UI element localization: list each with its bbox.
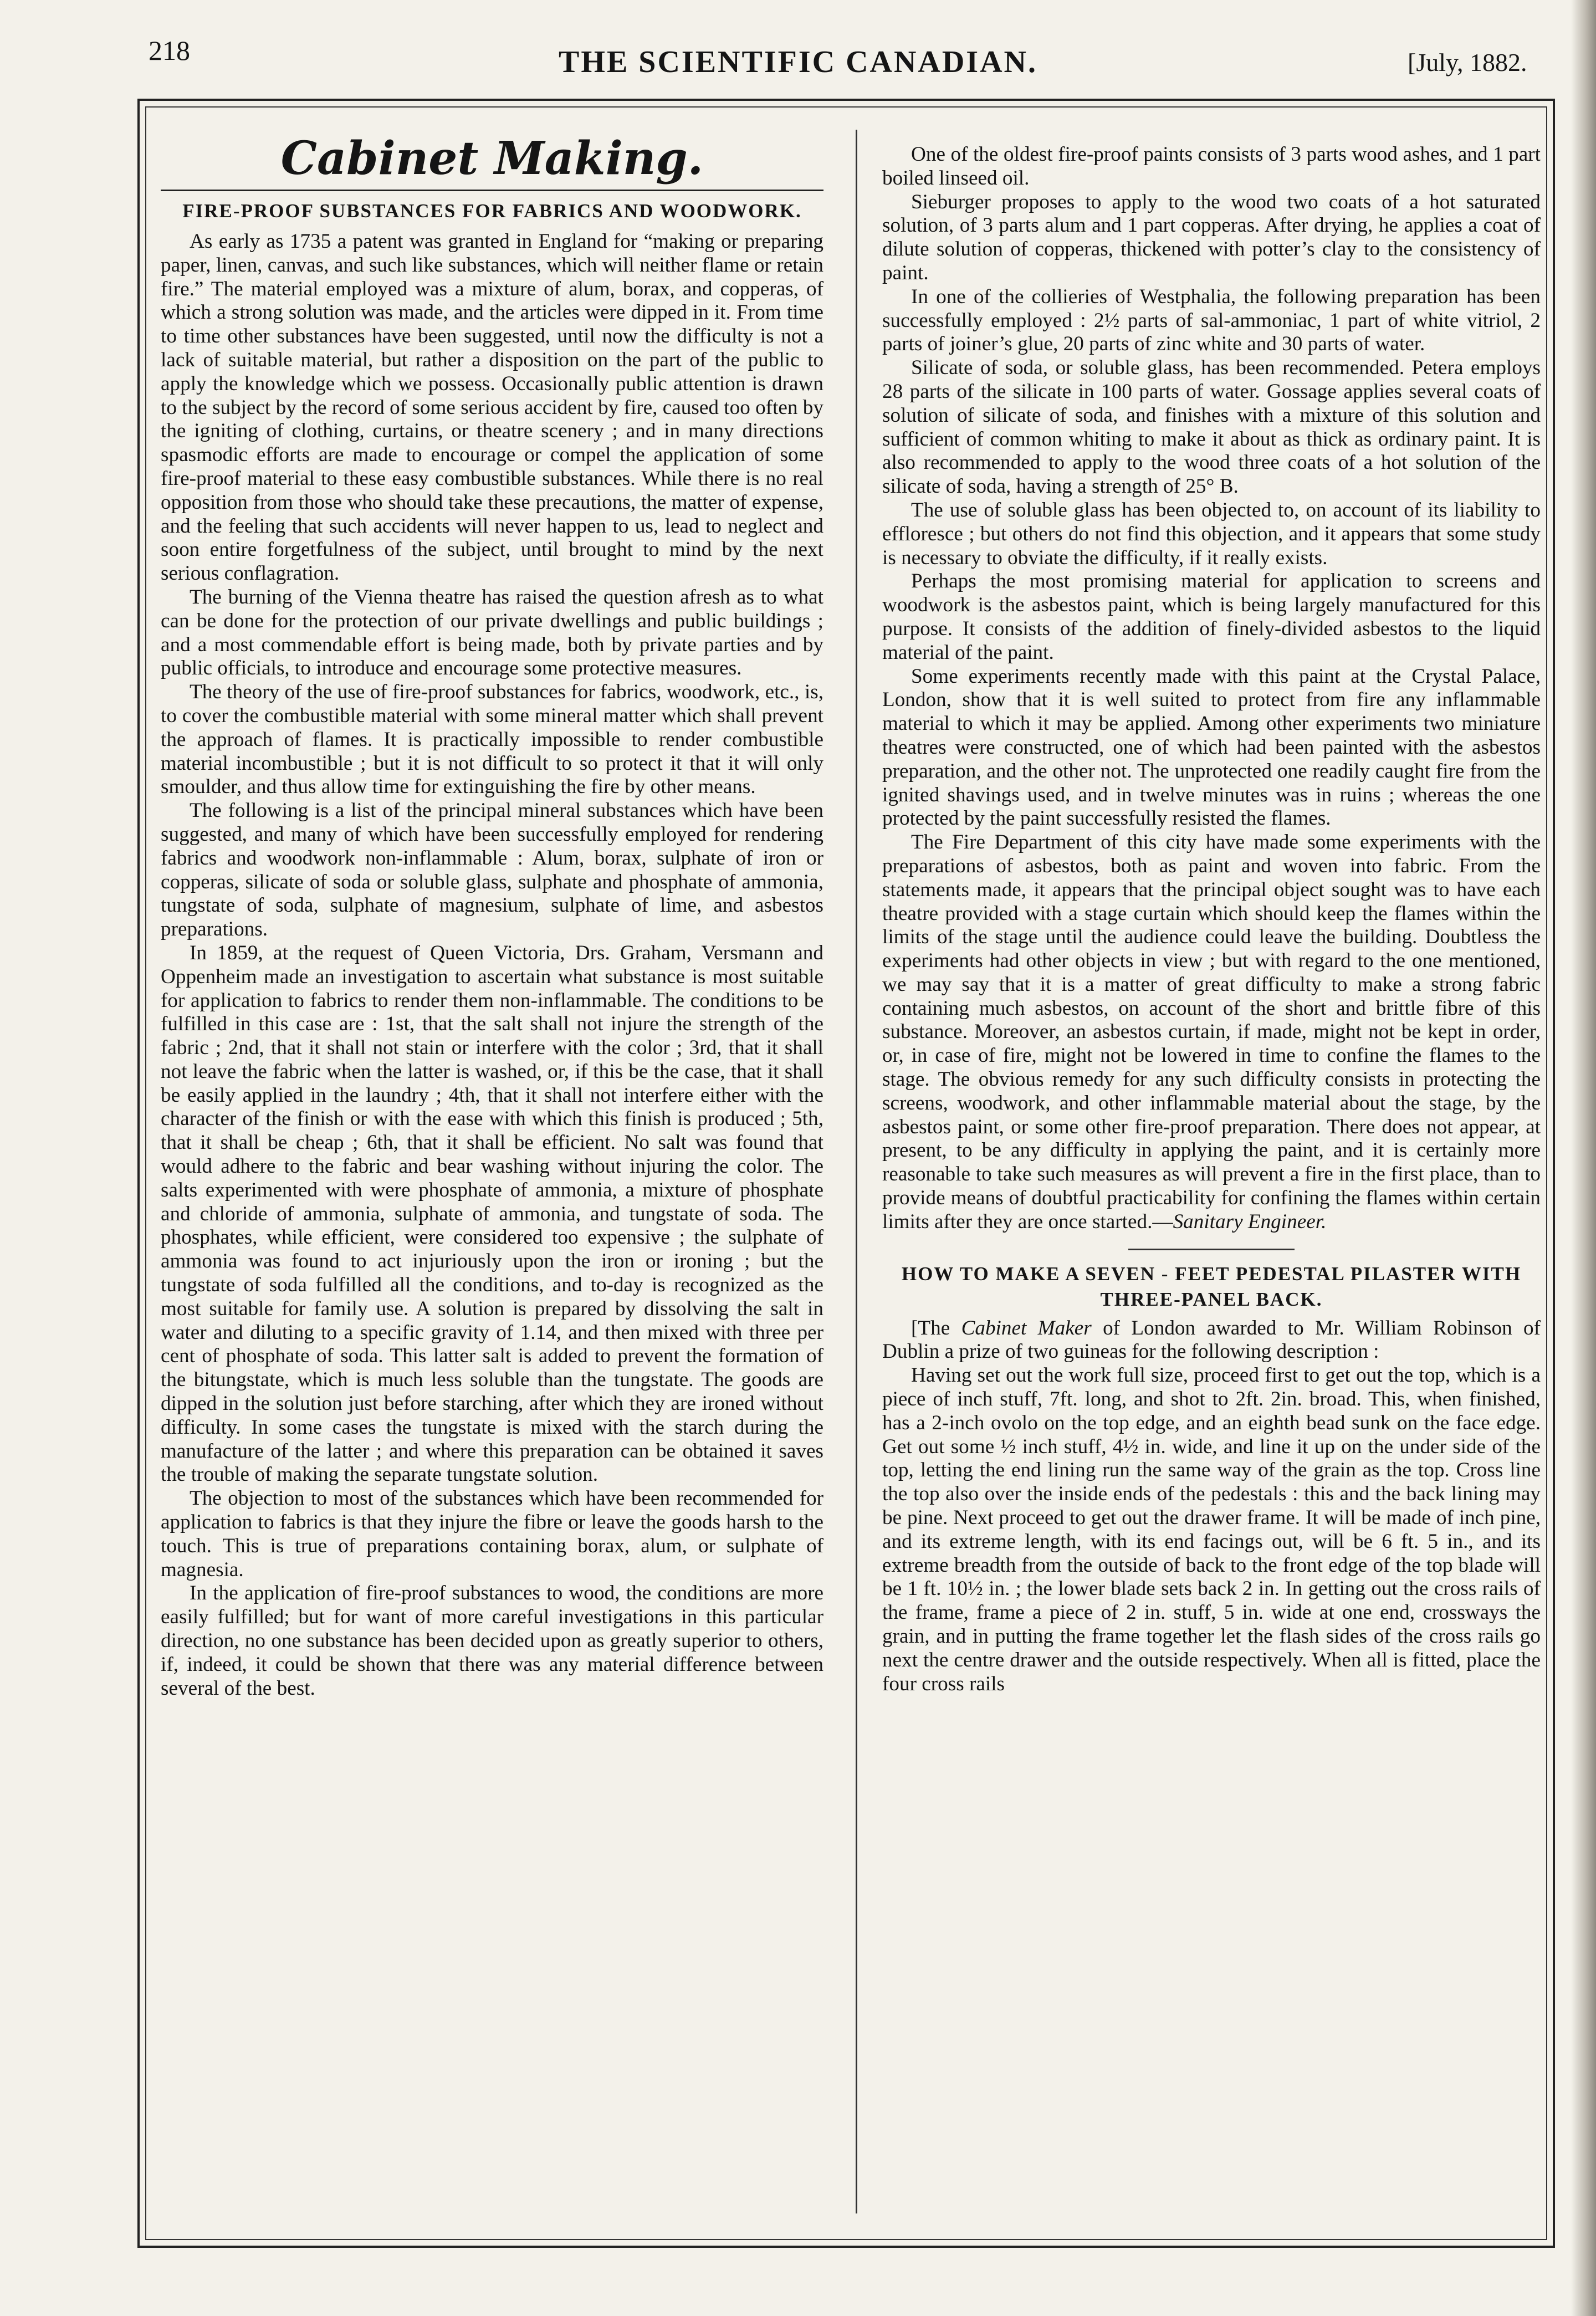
- paragraph: One of the oldest fire-proof paints consists of 3 parts wood ashes, and 1 part boiled linseed oil.: [882, 143, 1541, 190]
- intro-paragraph: [882, 1317, 1541, 1364]
- article-divider: [1128, 1249, 1295, 1250]
- column-rule: [856, 130, 857, 2213]
- paragraph: Some experiments recently made with this paint at the Crystal Palace, London, show that it is well suited to protect from fire any inflammable material to which it may be applied. Among other experiments two miniature theatres were constructed, one of which had been painted with the asbestos preparation, and the other not. The unprotected one readily caught fire from the ignited shavings used, and in twelve minutes was in ruins ; whereas the one protected by the paint successfully resisted the flames.: [882, 664, 1541, 830]
- article-heading-fireproof: FIRE-PROOF SUBSTANCES FOR FABRICS AND WOODWORK.: [182, 200, 802, 222]
- title-rule: [161, 190, 823, 191]
- paragraph: The burning of the Vienna theatre has raised the question afresh as to what can be done for the protection of our private dwellings and public buildings ; and a most commendable effort is being made, both by private parties and by public officials, to introduce and encourage some protective measures.: [161, 585, 823, 680]
- paragraph: Perhaps the most promising material for application to screens and woodwork is the asbestos paint, which is being largely manufactured for this purpose. It consists of the addition of finely-divided asbestos to the liquid material of the paint.: [882, 570, 1541, 664]
- section-title: Cabinet Making.: [280, 132, 704, 185]
- paragraph: The following is a list of the principal mineral substances which have been suggested, and many of which have been successfully employed for rendering fabrics and woodwork non-inflammable : Alum, borax, sulphate of iron or copperas, silicate of soda or soluble glass, sulphate and phosphate of ammonia, tungstate of soda, sulphate of magnesium, sulphate of lime, and asbestos preparations.: [161, 799, 823, 941]
- article-heading-pilaster: HOW TO MAKE A SEVEN - FEET PEDESTAL PILASTER WITH THREE-PANEL BACK.: [901, 1262, 1522, 1310]
- paragraph: [882, 831, 1541, 1234]
- paragraph-text: The Fire Department of this city have made some experiments with the preparations of asbestos, both as paint and woven into fabric. From the statements made, it appears that the principal object sought was to have each theatre provided with a stage curtain which should keep the flames within the limits of the stage until the audience could leave the building. Doubtless the experiments had other objects in view ; but with regard to the one mentioned, we may say that it is a matter of great difficulty to make a strong fabric containing much asbestos, on account of the short and brittle fibre of this substance. Moreover, an asbestos curtain, if made, might not be kept in order, or, in case of fire, might not be lowered in time to confine the flames to the stage. The obvious remedy for any such difficulty consists in protecting the screens, woodwork, and other inflammable material about the stage, by the asbestos paint, or some other fire-proof preparation. There does not appear, at present, to be any difficulty in applying the paint, and it is certainly more reasonable to take such measures as will prevent a fire in the first place, than to provide means of doubtful practicability for confining the flames within certain limits after they are once started.—: [882, 831, 1541, 1233]
- paragraph: As early as 1735 a patent was granted in England for “making or preparing paper, linen, canvas, and such like substances, which will neither flame or retain fire.” The material employed was a mixture of alum, borax, and copperas, of which a strong solution was made, and the articles were dipped in it. From time to time other substances have been suggested, until now the difficulty is not a lack of suitable material, but rather a disposition on the part of the public to apply the knowledge which we possess. Occasionally public attention is drawn to the subject by the record of some serious accident by fire, caused too often by the igniting of clothing, curtains, or theatre scenery ; and in many directions spasmodic efforts are made to encourage or compel the application of some fire-proof material to these easy combustible substances. While there is no real opposition from those who should take these precautions, the matter of expense, and the feeling that such accidents will never happen to us, lead to neglect and soon entire forgetfulness of the subject, until brought to mind by the next serious conflagration.: [161, 230, 823, 585]
- paragraph: In 1859, at the request of Queen Victoria, Drs. Graham, Versmann and Oppenheim made an investigation to ascertain what substance is most suitable for application to fabrics to render them non-inflammable. The conditions to be fulfilled in this case are : 1st, that the salt shall not injure the strength of the fabric ; 2nd, that it shall not stain or interfere with the color ; 3rd, that it shall not leave the fabric when the latter is washed, or, if this be the case, that it shall be easily applied in the laundry ; 4th, that it shall not interfere either with the character of the finish or with the ease with which this finish is produced ; 5th, that it shall be cheap ; 6th, that it shall be efficient. No salt was found that would adhere to the fabric and bear washing without injuring the color. The salts experimented with were phosphate of ammonia, a mixture of phosphate and chloride of ammonia, sulphate of ammonia, and tungstate of soda. The phosphates, while efficient, were considered too expensive ; the sulphate of ammonia was found to act injuriously upon the iron or ironing ; but the tungstate of soda fulfilled all the conditions, and to-day is recognized as the most suitable for family use. A solution is prepared by dissolving the salt in water and diluting to a specific gravity of 1.14, and then mixed with three per cent of phosphate of soda. This latter salt is added to prevent the formation of the bitungstate, which is much less soluble than the tungstate. The goods are dipped in the solution just before starching, after which they are ironed without difficulty. In some cases the tungstate is mixed with the starch during the manufacture of the latter ; and where this preparation can be obtained it saves the trouble of making the separate tungstate solution.: [161, 941, 823, 1486]
- intro-italic: Cabinet Maker: [961, 1316, 1092, 1340]
- paragraph: The objection to most of the substances which have been recommended for application to fabrics is that they injure the fibre or leave the goods harsh to the touch. This is true of preparations containing borax, alum, or sulphate of magnesia.: [161, 1487, 823, 1581]
- paragraph: Sieburger proposes to apply to the wood two coats of a hot saturated solution, of 3 parts alum and 1 part copperas. After drying, he applies a coat of dilute solution of copperas, thickened with potter’s clay to the consistency of paint.: [882, 190, 1541, 284]
- left-column: [161, 131, 823, 1700]
- intro-rest: of London awarded to Mr. William Robinson of Dublin a prize of two guineas for the following description :: [882, 1316, 1541, 1363]
- page-number: 218: [149, 35, 190, 66]
- paragraph: The use of soluble glass has been objected to, on account of its liability to effloresce ; but others do not find this objection, and it appears that some study is necessary to obviate the difficulty, if it really exists.: [882, 498, 1541, 569]
- paragraph: Silicate of soda, or soluble glass, has been recommended. Petera employs 28 parts of the silicate in 100 parts of water. Gossage applies several coats of solution of silicate of soda, and finishes with a mixture of this solution and sufficient of common whiting to make it about as thick as ordinary paint. It is also recommended to apply to the wood three coats of a hot solution of the silicate of soda, having a strength of 25° B.: [882, 356, 1541, 498]
- source-signature: Sanitary Engineer.: [1173, 1210, 1327, 1233]
- right-column: [882, 143, 1541, 1696]
- journal-title: THE SCIENTIFIC CANADIAN.: [559, 45, 1037, 79]
- paragraph: The theory of the use of fire-proof substances for fabrics, woodwork, etc., is, to cover the combustible material with some mineral matter which shall prevent the approach of flames. It is practically impossible to render combustible material incombustible ; but it is not difficult to so protect it that it will only smoulder, and thus allow time for extinguishing the fire by other means.: [161, 681, 823, 799]
- paragraph: In one of the collieries of Westphalia, the following preparation has been successfully employed : 2½ parts of sal-ammoniac, 1 part of white vitriol, 2 parts of joiner’s glue, 20 parts of zinc white and 30 parts of water.: [882, 285, 1541, 356]
- paragraph: In the application of fire-proof substances to wood, the conditions are more easily fulfilled; but for want of more careful investigations in this particular direction, no one substance has been decided upon as greatly superior to others, if, indeed, it could be shown that there was any material difference between several of the best.: [161, 1582, 823, 1700]
- issue-date: [July, 1882.: [1408, 48, 1527, 76]
- intro-lead: [The: [911, 1316, 961, 1340]
- page-edge-shadow: [1571, 0, 1596, 2316]
- paragraph: Having set out the work full size, proceed first to get out the top, which is a piece of inch stuff, 7ft. long, and shot to 2ft. 2in. broad. This, when finished, has a 2-inch ovolo on the top edge, and an eighth bead sunk on the face edge. Get out some ½ inch stuff, 4½ in. wide, and line it up on the under side of the top, letting the end lining run the same way of the grain as the top. Cross line the top also over the inside ends of the pedestals : this and the back lining may be pine. Next proceed to get out the drawer frame. It will be made of inch pine, and its extreme length, with its end facings out, will be 6 ft. 5 in., and its extreme breadth from the outside of back to the front edge of the top blade will be 1 ft. 10½ in. ; the lower blade sets back 2 in. In getting out the cross rails of the frame, frame a piece of 2 in. stuff, 5 in. wide at one end, crossways the grain, and in putting the frame together let the flash sides of the cross rails go next the centre drawer and the outside respectively. When all is fitted, place the four cross rails: [882, 1364, 1541, 1695]
